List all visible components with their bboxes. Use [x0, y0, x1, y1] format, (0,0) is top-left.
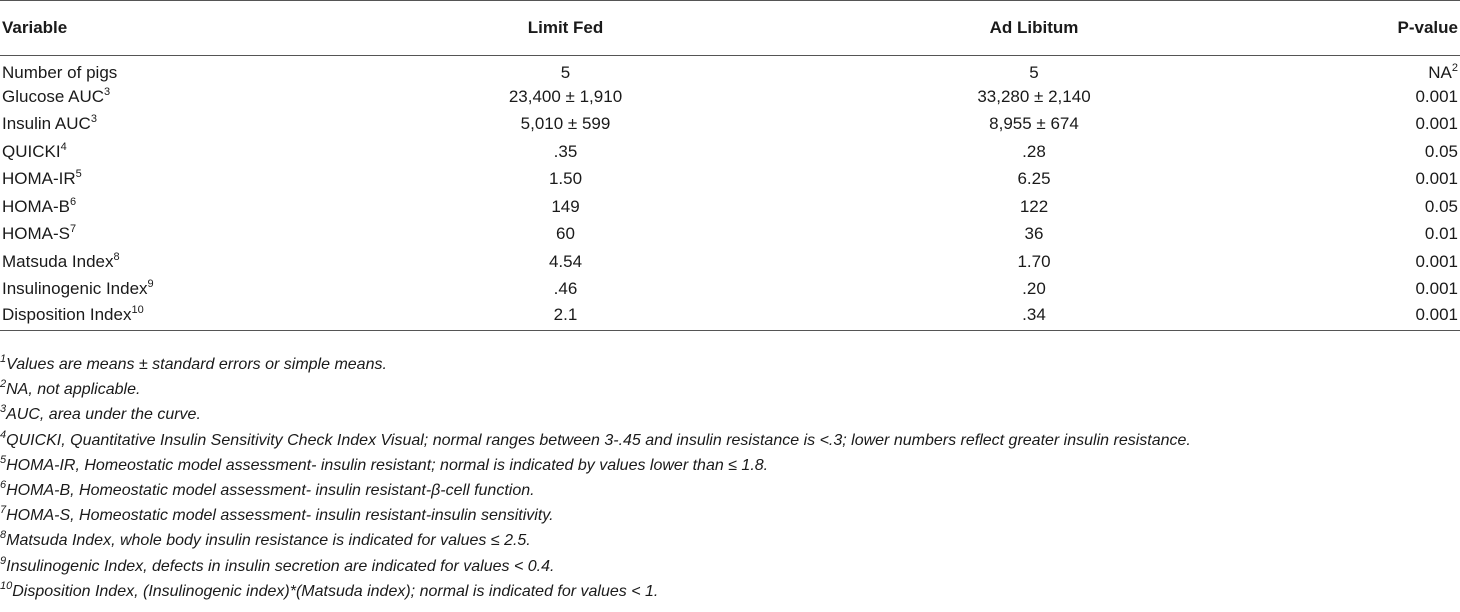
header-p-value: P-value — [1268, 1, 1460, 56]
footnote-mark: 9 — [0, 554, 7, 567]
cell-ad-libitum: 5 — [1029, 62, 1039, 82]
footnote-text: HOMA-B, Homeostatic model assessment- insulin resistant-β-cell function. — [6, 481, 535, 499]
variable-name: Disposition Index — [2, 304, 132, 324]
p-value: 0.05 — [1424, 141, 1458, 161]
cell-ad-libitum: .20 — [1022, 279, 1046, 299]
cell-ad-libitum: 36 — [1024, 224, 1044, 244]
cell-limit-fed: 5 — [560, 62, 571, 82]
p-value: 0.001 — [1415, 304, 1458, 324]
cell-variable — [0, 248, 331, 276]
footnote-mark: 5 — [0, 453, 7, 466]
footnote — [0, 528, 1460, 553]
footnote-text: HOMA-S, Homeostatic model assessment- insulin resistant-insulin sensitivity. — [6, 507, 554, 525]
table-row — [0, 166, 1460, 194]
footnote-ref: 9 — [147, 278, 154, 291]
footnote-ref: 10 — [131, 303, 144, 316]
table-row — [0, 303, 1460, 331]
header-limit-fed: Limit Fed — [331, 1, 800, 56]
table-row — [0, 221, 1460, 249]
variable-name: Number of pigs — [2, 62, 118, 82]
cell-p-value — [1268, 276, 1460, 304]
cell-limit-fed: 149 — [551, 196, 580, 216]
variable-name: Glucose AUC — [2, 86, 105, 106]
cell-ad-libitum: 122 — [1019, 196, 1049, 216]
cell-ad-libitum: 1.70 — [1017, 251, 1051, 271]
footnote-mark: 1 — [0, 353, 7, 365]
cell-ad-libitum: .34 — [800, 303, 1269, 331]
cell-ad-libitum: 6.25 — [1017, 169, 1051, 189]
cell-variable — [0, 193, 331, 221]
footnote-ref: 2 — [1451, 61, 1458, 74]
cell-p-value — [1268, 56, 1460, 84]
cell-p-value — [1268, 138, 1460, 166]
cell-limit-fed: 23,400 ± 1,910 — [508, 86, 623, 106]
footnote-ref: 8 — [113, 250, 120, 263]
footnotes — [0, 352, 1460, 604]
footnote-mark: 2 — [0, 378, 7, 391]
footnote-text: NA, not applicable. — [6, 381, 141, 399]
footnote-text: Disposition Index, (Insulinogenic index)*(Matsuda index); normal is indicated for values < 1. — [12, 582, 659, 600]
variable-name: Matsuda Index — [2, 251, 114, 271]
table-row — [0, 193, 1460, 221]
p-value: 0.001 — [1415, 114, 1458, 134]
header-variable: Variable — [0, 1, 331, 56]
variable-name: QUICKI — [2, 141, 61, 161]
footnote — [0, 554, 1460, 579]
cell-limit-fed: .46 — [553, 279, 578, 299]
variable-name: Insulin AUC — [2, 114, 91, 134]
cell-p-value — [1268, 248, 1460, 276]
footnote-ref: 7 — [70, 223, 77, 236]
cell-limit-fed: .35 — [553, 141, 578, 161]
footnote — [0, 453, 1460, 478]
footnote-ref: 3 — [104, 85, 111, 98]
cell-p-value — [1268, 221, 1460, 249]
footnote — [0, 478, 1460, 503]
table-body — [0, 56, 1460, 331]
footnote-mark: 6 — [0, 478, 7, 491]
footnote — [0, 402, 1460, 427]
table-row — [0, 83, 1460, 111]
footnote-mark: 8 — [0, 529, 7, 542]
table-header-row — [0, 1, 1460, 56]
footnote — [0, 503, 1460, 528]
cell-limit-fed: 1.50 — [548, 169, 583, 189]
cell-variable — [0, 303, 331, 331]
cell-limit-fed: 4.54 — [548, 251, 583, 271]
variable-name: Insulinogenic Index — [2, 279, 148, 299]
cell-limit-fed: 60 — [556, 224, 575, 244]
cell-p-value — [1268, 83, 1460, 111]
footnote-ref: 5 — [75, 168, 82, 181]
table-row — [0, 111, 1460, 139]
p-value: 0.01 — [1424, 224, 1458, 244]
footnote-text: Values are means ± standard errors or simple means. — [6, 356, 387, 373]
variable-name: HOMA-B — [2, 196, 70, 216]
cell-p-value — [1268, 111, 1460, 139]
footnote — [0, 428, 1460, 453]
header-ad-libitum: Ad Libitum — [800, 1, 1269, 56]
footnote-mark: 4 — [0, 428, 7, 441]
variable-name: HOMA-S — [2, 224, 70, 244]
cell-limit-fed: 2.1 — [331, 303, 800, 331]
table-row — [0, 248, 1460, 276]
p-value: 0.05 — [1424, 196, 1458, 216]
p-value: 0.001 — [1415, 251, 1458, 271]
p-value: 0.001 — [1415, 279, 1458, 299]
variable-name: HOMA-IR — [2, 169, 76, 189]
footnote-ref: 3 — [90, 113, 97, 126]
table-row — [0, 276, 1460, 304]
cell-variable — [0, 166, 331, 194]
cell-ad-libitum: 33,280 ± 2,140 — [977, 86, 1091, 106]
table-row — [0, 56, 1460, 84]
cell-ad-libitum: 8,955 ± 674 — [989, 114, 1079, 134]
table-row — [0, 138, 1460, 166]
footnote-text: QUICKI, Quantitative Insulin Sensitivity Check Index Visual; normal ranges between 3-.45 and insulin resistance is <.3; lower numbers reflect greater insulin resistance. — [6, 431, 1191, 449]
footnote — [0, 377, 1460, 402]
footnote — [0, 579, 1460, 604]
footnote-mark: 7 — [0, 504, 7, 517]
cell-variable — [0, 221, 331, 249]
footnote-text: HOMA-IR, Homeostatic model assessment- insulin resistant; normal is indicated by values lower than ≤ 1.8. — [6, 456, 769, 474]
footnote-text: AUC, area under the curve. — [6, 406, 201, 424]
footnote-ref: 4 — [60, 140, 67, 153]
cell-variable — [0, 83, 331, 111]
footnote — [0, 352, 1460, 377]
cell-variable — [0, 276, 331, 304]
footnote-text: Matsuda Index, whole body insulin resistance is indicated for values ≤ 2.5. — [6, 532, 531, 550]
cell-limit-fed: 5,010 ± 599 — [520, 114, 611, 134]
cell-variable — [0, 56, 331, 84]
cell-variable — [0, 111, 331, 139]
p-value: 0.001 — [1415, 86, 1458, 106]
cell-p-value — [1268, 303, 1460, 331]
cell-p-value — [1268, 166, 1460, 194]
footnote-mark: 3 — [0, 403, 7, 416]
p-value: 0.001 — [1415, 169, 1458, 189]
cell-ad-libitum: .28 — [1022, 141, 1046, 161]
footnote-ref: 6 — [70, 195, 77, 208]
footnote-mark: 10 — [0, 579, 13, 592]
cell-p-value — [1268, 193, 1460, 221]
cell-variable — [0, 138, 331, 166]
footnote-text: Insulinogenic Index, defects in insulin secretion are indicated for values < 0.4. — [6, 557, 555, 575]
p-value: NA — [1428, 62, 1452, 82]
